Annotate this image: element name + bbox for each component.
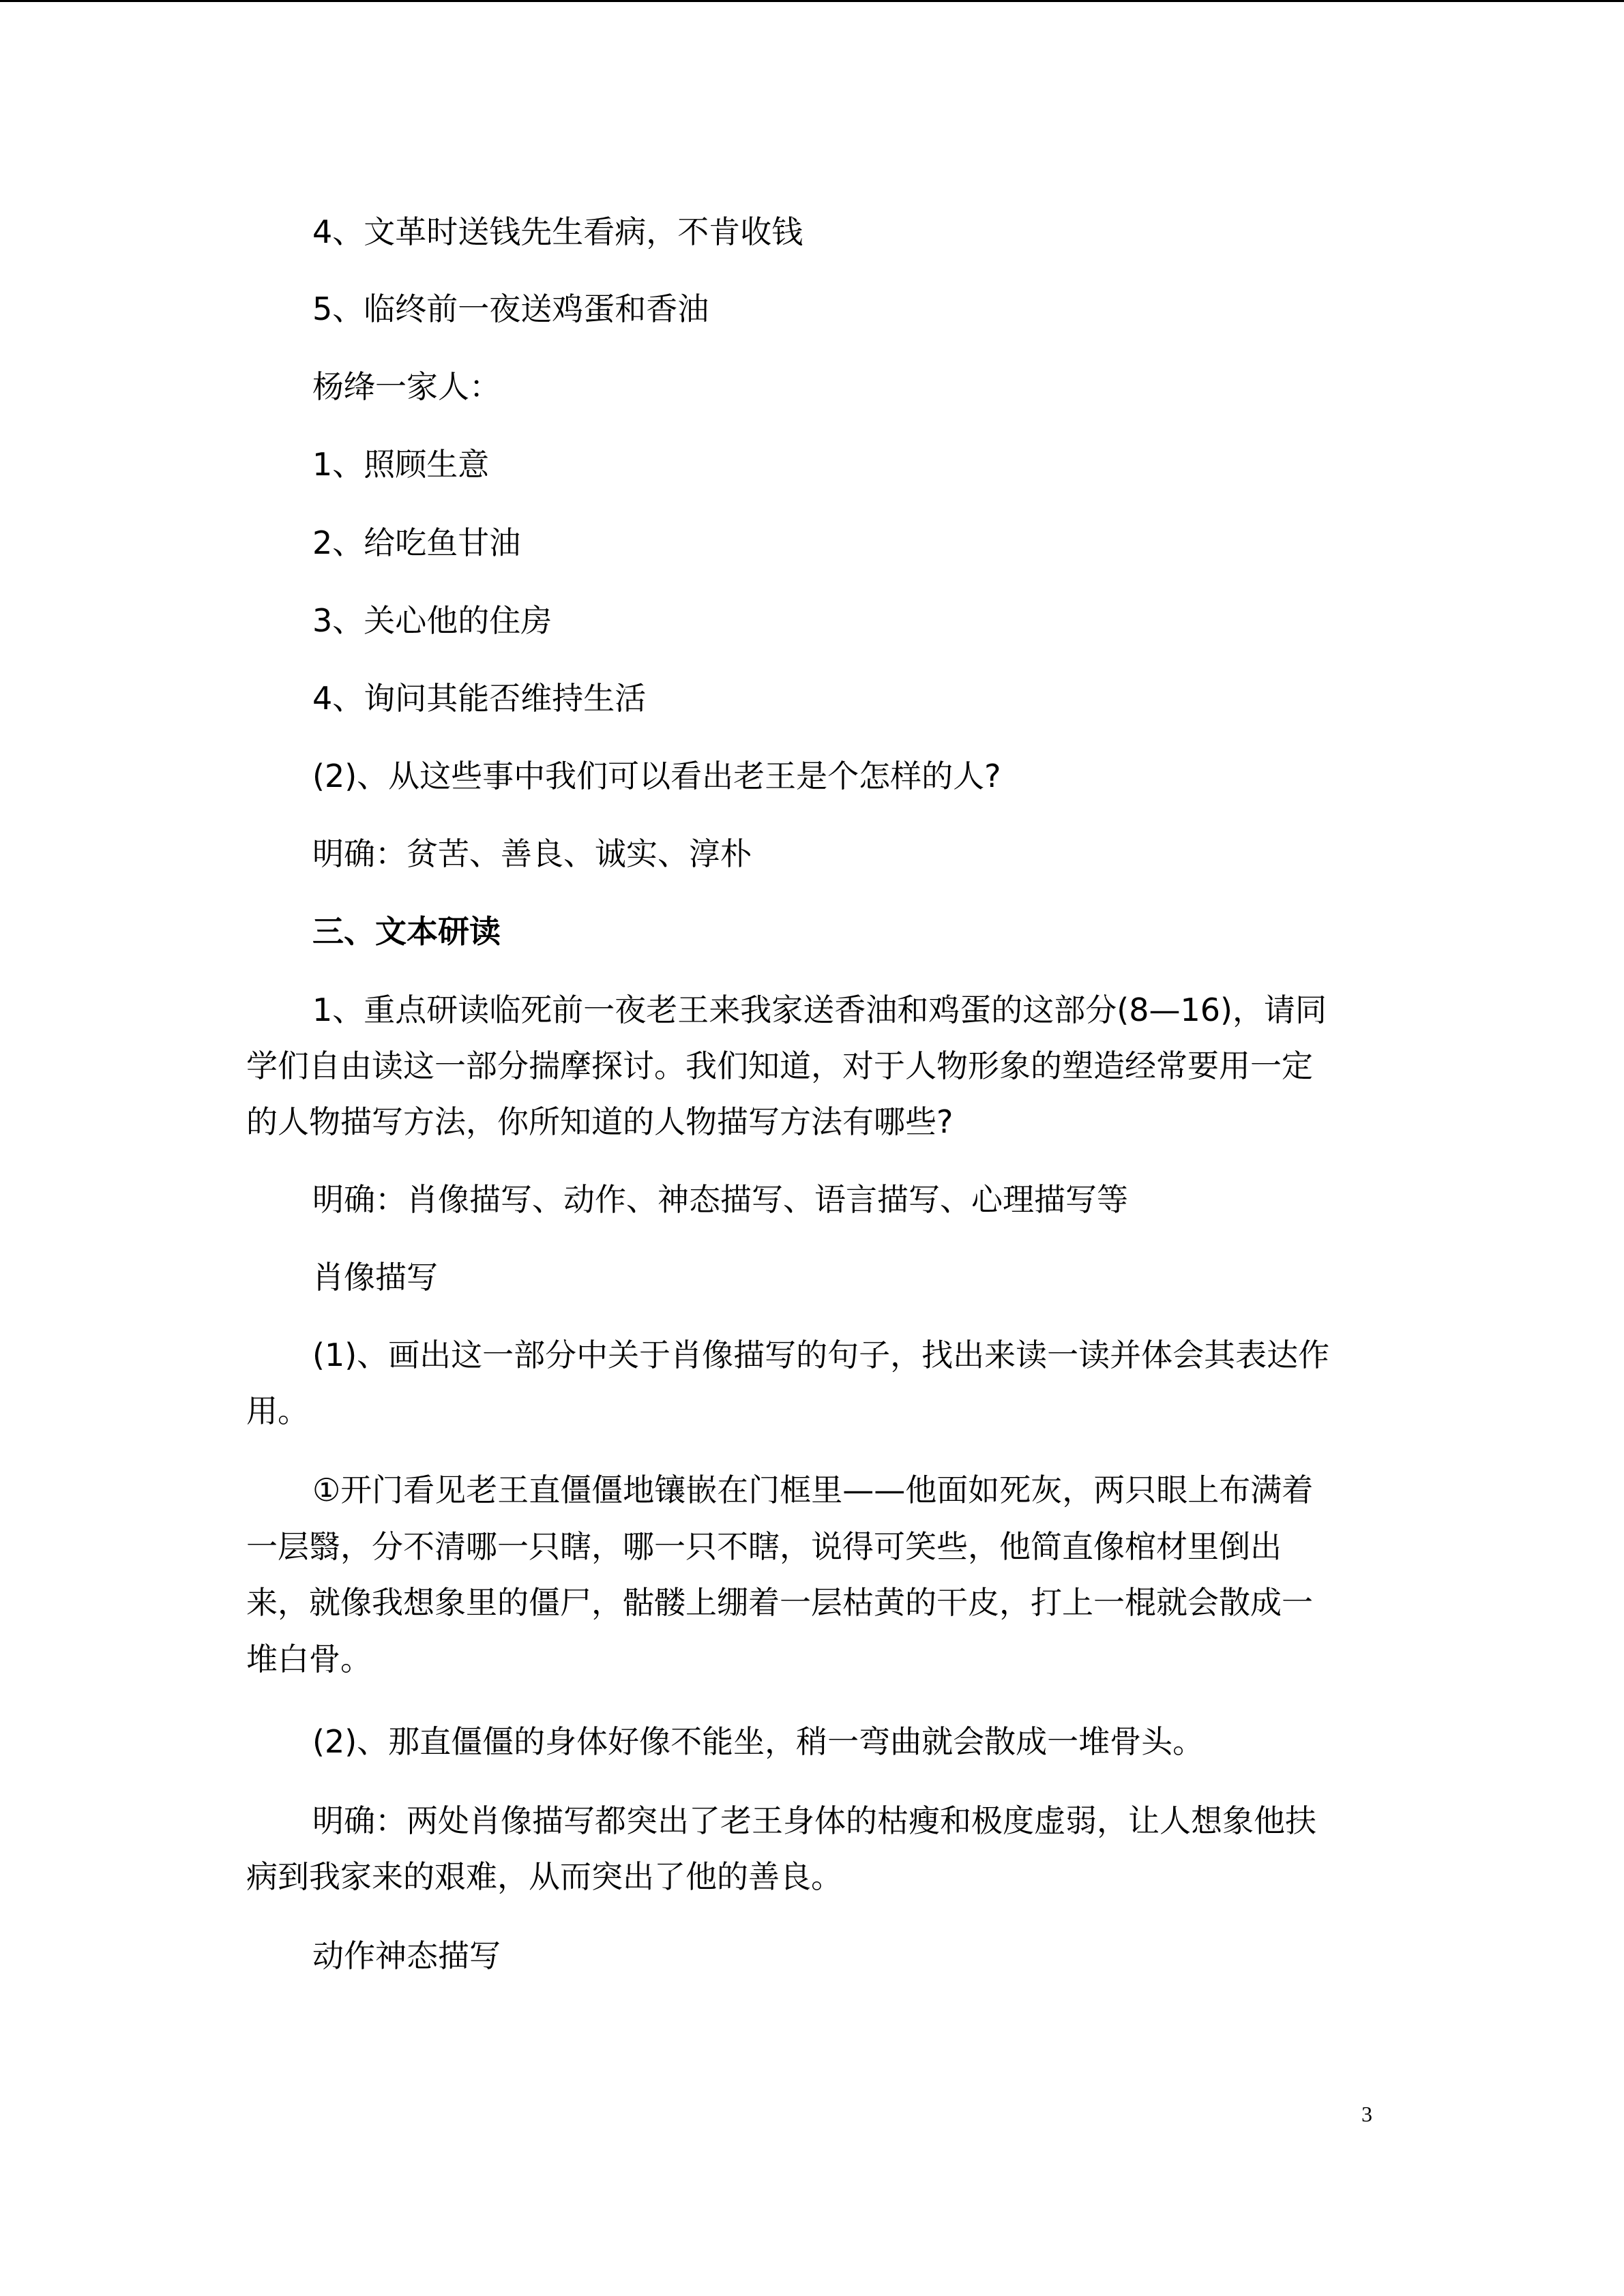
paragraph-line: 的人物描写方法，你所知道的人物描写方法有哪些? (246, 1103, 954, 1140)
paragraph-line: 1、重点研读临死前一夜老王来我家送香油和鸡蛋的这部分(8—16)，请同 (312, 992, 1327, 1028)
list-item-5-eggs-oil: 5、临终前一夜送鸡蛋和香油 (312, 290, 709, 327)
paragraph-line: 明确：两处肖像描写都突出了老王身体的枯瘦和极度虚弱，让人想象他扶 (312, 1802, 1316, 1839)
section-label-yang-family: 杨绛一家人： (312, 368, 501, 405)
section-heading-text-study: 三、文本研读 (312, 913, 501, 950)
paragraph-line: (1)、画出这一部分中关于肖像描写的句子，找出来读一读并体会其表达作 (312, 1337, 1330, 1373)
paragraph-line: 用。 (246, 1392, 309, 1429)
answer-character-traits: 明确：贫苦、善良、诚实、淳朴 (312, 835, 752, 872)
paragraph-line: 学们自由读这一部分揣摩探讨。我们知道，对于人物形象的塑造经常要用一定 (246, 1047, 1313, 1084)
paragraph-line: ①开门看见老王直僵僵地镶嵌在门框里——他面如死灰，两只眼上布满着 (312, 1472, 1314, 1508)
paragraph-line: 一层翳，分不清哪一只瞎，哪一只不瞎，说得可笑些，他简直像棺材里倒出 (246, 1528, 1282, 1565)
quote-2-body: (2)、那直僵僵的身体好像不能坐，稍一弯曲就会散成一堆骨头。 (312, 1723, 1205, 1760)
list-item-1-business: 1、照顾生意 (312, 446, 490, 483)
question-2-character: (2)、从这些事中我们可以看出老王是个怎样的人? (312, 758, 1001, 794)
list-item-4-livelihood: 4、询问其能否维持生活 (312, 680, 647, 717)
subheading-action-expression: 动作神态描写 (312, 1937, 501, 1974)
subheading-portrait: 肖像描写 (312, 1259, 438, 1296)
page-number: 3 (1361, 2102, 1372, 2126)
paragraph-line: 来，就像我想象里的僵尸，骷髅上绷着一层枯黄的干皮，打上一棍就会散成一 (246, 1584, 1313, 1621)
paragraph-line: 堆白骨。 (246, 1641, 372, 1678)
list-item-3-housing: 3、关心他的住房 (312, 602, 552, 639)
list-item-2-fish-oil: 2、给吃鱼甘油 (312, 524, 521, 561)
paragraph-line: 病到我家来的艰难，从而突出了他的善良。 (246, 1858, 842, 1895)
list-item-4-qian-xiansheng: 4、文革时送钱先生看病，不肯收钱 (312, 213, 803, 250)
answer-description-methods: 明确：肖像描写、动作、神态描写、语言描写、心理描写等 (312, 1181, 1128, 1218)
